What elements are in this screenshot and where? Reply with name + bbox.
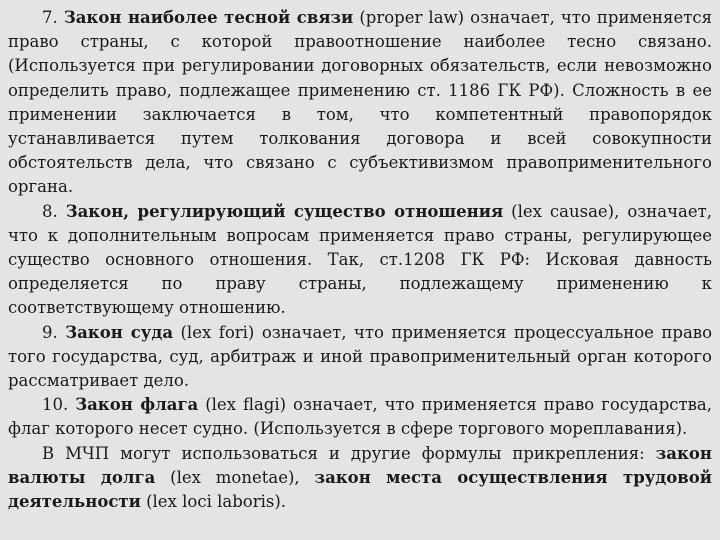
paragraph-number: 10. (42, 395, 76, 415)
paragraph-number: 9. (42, 322, 66, 342)
paragraph-text: (proper law) означает, что применяется право страны, с которой правоотношение наиболее тесно связано. (Используется при регулировании договорных обязательств, если невозможно определить право, подлежащее применению ст. 1186 ГК РФ). Сложность в ее применении заключается в том, что компетентный правопорядок устанавливается путем толкования договора и всей совокупности обстоятельств дела, что связано с субъективизмом правоприменительного органа. (8, 8, 712, 197)
term-heading: Закон суда (65, 322, 174, 342)
paragraph-proper-law (8, 6, 712, 200)
paragraph-lex-flagi (8, 393, 712, 441)
paragraph-number: 8. (42, 201, 66, 221)
paragraph-number: 7. (42, 8, 64, 27)
paragraph-text: В МЧП могут использоваться и другие формулы прикрепления: (42, 443, 656, 463)
paragraph-other-formulas (8, 442, 712, 515)
paragraph-lex-causae (8, 200, 712, 321)
paragraph-lex-fori (8, 321, 712, 394)
term-heading: Закон, регулирующий существо отношения (65, 201, 504, 221)
paragraph-text: (lex monetae), (155, 467, 315, 487)
paragraph-text: (lex causae), означает, что к дополнительным вопросам применяется право страны, регулирующее существо основного отношения. Так, ст.1208 ГК РФ: Исковая давность определяется по праву страны, подлежащему применению к соответствующему отношению. (8, 201, 712, 318)
term-heading: Закон флага (75, 395, 199, 415)
paragraph-text: (lex fori) означает, что применяется процессуальное право того государства, суд, арбитраж и иной правоприменительный орган которого рассматривает дело. (8, 322, 713, 391)
paragraph-text: (lex flagi) означает, что применяется право государства, флаг которого несет судно. (Используется в сфере торгового мореплавания). (8, 395, 713, 439)
term-heading: закон места осуществления трудовой деятельности (8, 467, 713, 512)
term-heading: закон валюты долга (8, 443, 712, 487)
term-heading: Закон наиболее тесной связи (63, 8, 354, 27)
paragraph-text: (lex loci laboris). (140, 492, 287, 512)
document-body (8, 6, 712, 514)
